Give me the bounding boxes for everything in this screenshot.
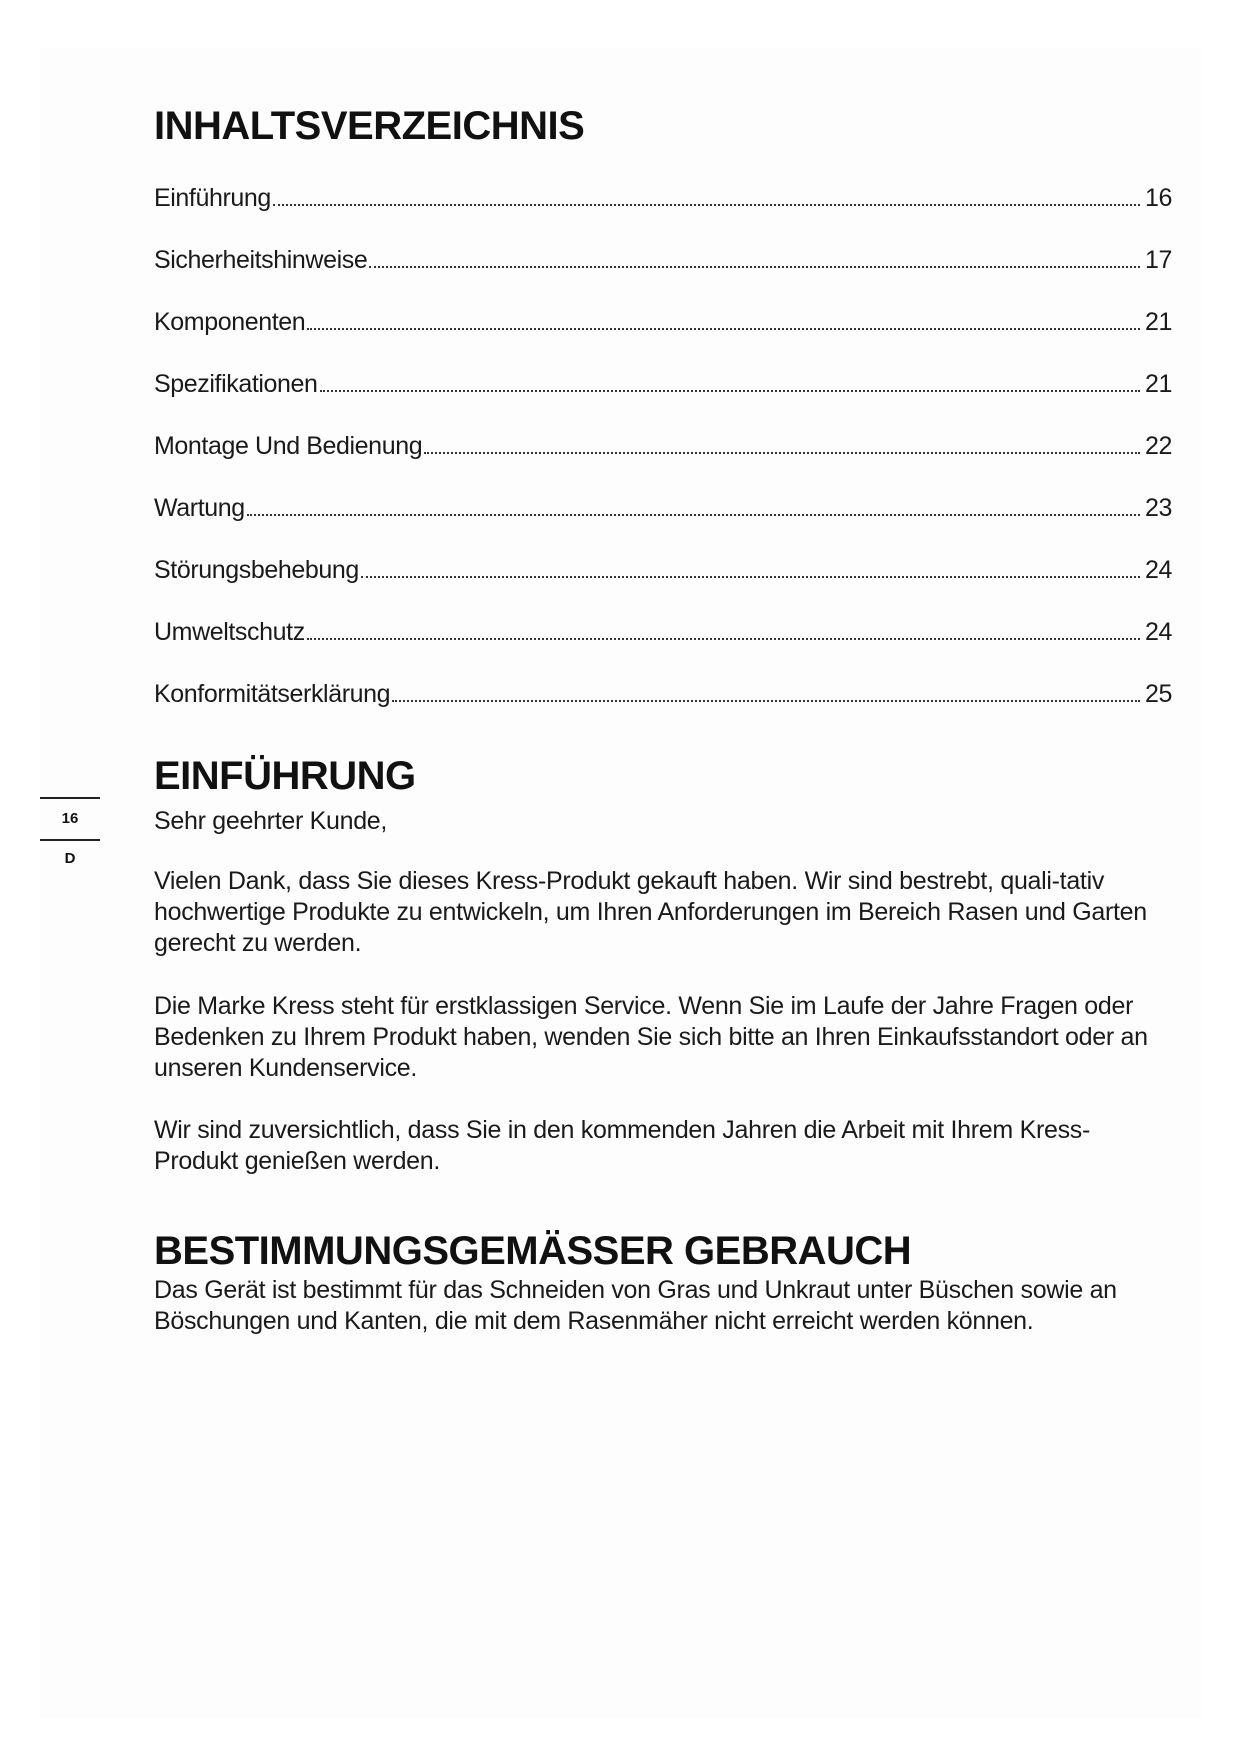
toc-entry[interactable] [154,370,1172,432]
intro-greeting: Sehr geehrter Kunde, [154,807,388,835]
toc-entry-label: Komponenten [154,308,306,336]
table-of-contents [154,184,1172,742]
toc-leader-dots [392,700,1140,702]
toc-leader-dots [307,328,1140,330]
toc-entry[interactable] [154,246,1172,308]
page-number: 16 [61,810,79,827]
toc-leader-dots [273,204,1140,206]
toc-leader-dots [369,266,1140,268]
intended-use-heading: BESTIMMUNGSGEMÄSSER GEBRAUCH [154,1229,912,1273]
toc-entry[interactable] [154,308,1172,370]
toc-leader-dots [320,390,1140,392]
toc-entry-label: Spezifikationen [154,370,318,398]
toc-entry-page: 24 [1144,618,1172,646]
toc-leader-dots [361,576,1140,578]
toc-entry-label: Störungsbehebung [154,556,359,584]
toc-entry-page: 24 [1144,556,1172,584]
toc-entry-page: 25 [1144,680,1172,708]
intended-use-paragraph: Das Gerät ist bestimmt für das Schneiden von Gras und Unkraut unter Büschen sowie an Böschungen und Kanten, die mit dem Rasenmäher nicht erreicht werden können. [154,1276,1117,1335]
toc-entry-page: 17 [1144,246,1172,274]
page-marker [40,797,100,877]
intro-paragraph: Wir sind zuversichtlich, dass Sie in den kommenden Jahren die Arbeit mit Ihrem Kress-Produkt genießen werden. [154,1116,1091,1175]
intro-paragraph: Die Marke Kress steht für erstklassigen Service. Wenn Sie im Laufe der Jahre Fragen oder Bedenken zu Ihrem Produkt haben, wenden Sie sich bitte an Ihren Einkaufsstandort oder an unseren Kundenservice. [154,992,1148,1082]
toc-entry[interactable] [154,680,1172,742]
toc-leader-dots [307,638,1140,640]
toc-entry-page: 21 [1144,308,1172,336]
language-code: D [64,850,76,867]
toc-entry-page: 22 [1144,432,1172,460]
toc-entry[interactable] [154,556,1172,618]
toc-entry-label: Montage Und Bedienung [154,432,423,460]
toc-entry[interactable] [154,184,1172,246]
intro-heading: EINFÜHRUNG [154,754,416,798]
toc-entry[interactable] [154,432,1172,494]
toc-entry-label: Sicherheitshinweise [154,246,368,274]
toc-entry[interactable] [154,494,1172,556]
toc-entry-label: Einführung [154,184,271,212]
toc-entry-label: Konformitätserklärung [154,680,391,708]
toc-entry-page: 16 [1144,184,1172,212]
toc-entry-page: 23 [1144,494,1172,522]
document-page [40,48,1202,1718]
toc-leader-dots [247,514,1140,516]
intro-paragraph: Vielen Dank, dass Sie dieses Kress-Produkt gekauft haben. Wir sind bestrebt, quali-tativ hochwertige Produkte zu entwickeln, um Ihren Anforderungen im Bereich Rasen und Garten gerecht zu werden. [154,867,1147,957]
toc-leader-dots [424,452,1140,454]
toc-title: INHALTSVERZEICHNIS [154,104,585,148]
toc-entry-label: Wartung [154,494,245,522]
toc-entry-label: Umweltschutz [154,618,305,646]
toc-entry[interactable] [154,618,1172,680]
toc-entry-page: 21 [1144,370,1172,398]
